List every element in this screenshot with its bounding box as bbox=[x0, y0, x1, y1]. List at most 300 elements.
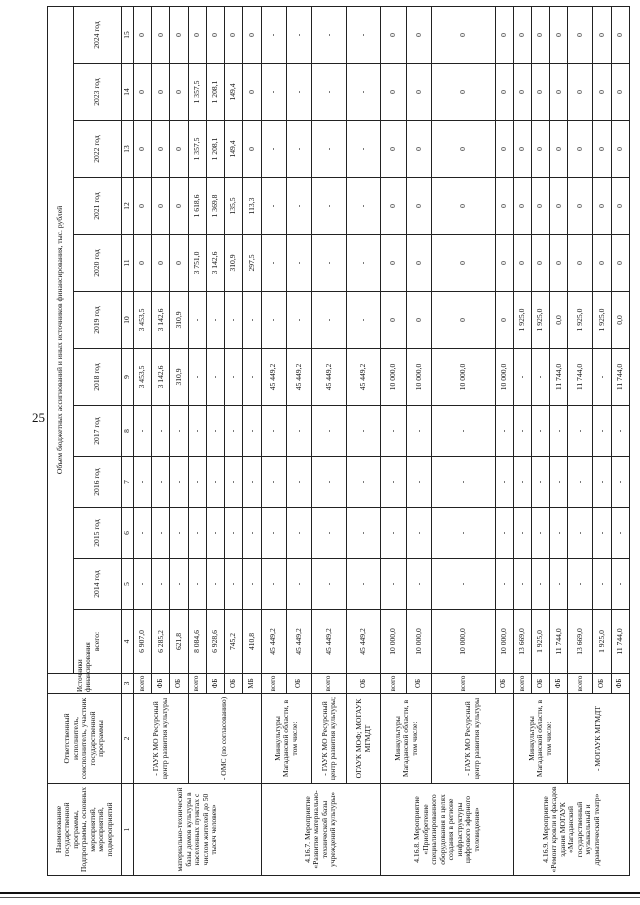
year-value-cell: 0 bbox=[611, 7, 629, 64]
header-year: 2023 год bbox=[74, 64, 122, 121]
year-value-cell: - bbox=[261, 64, 286, 121]
year-value-cell: - bbox=[611, 508, 629, 559]
year-value-cell: - bbox=[286, 292, 311, 349]
table-row bbox=[188, 7, 206, 876]
year-value-cell: - bbox=[134, 559, 152, 610]
year-value-cell: 0 bbox=[550, 64, 568, 121]
year-value-cell: - bbox=[225, 349, 243, 406]
total-cell: 10 000,0 bbox=[381, 610, 406, 674]
total-cell: 45 449,2 bbox=[346, 610, 381, 674]
year-value-cell: 0 bbox=[495, 235, 513, 292]
year-value-cell: - bbox=[346, 508, 381, 559]
year-value-cell: 0 bbox=[568, 7, 593, 64]
year-value-cell: - bbox=[593, 559, 611, 610]
year-value-cell: 3 142,6 bbox=[152, 349, 170, 406]
year-value-cell: 0 bbox=[432, 292, 495, 349]
total-cell: 11 744,0 bbox=[611, 610, 629, 674]
year-value-cell: 0 bbox=[568, 64, 593, 121]
total-cell: 745,2 bbox=[225, 610, 243, 674]
responsible-cell: Минкультуры Магаданской области, в том числе: bbox=[381, 694, 432, 784]
year-value-cell: 0 bbox=[152, 7, 170, 64]
year-value-cell: - bbox=[312, 7, 347, 64]
source-cell: ФБ bbox=[206, 674, 224, 694]
year-value-cell: 0 bbox=[170, 121, 188, 178]
year-value-cell: - bbox=[346, 7, 381, 64]
header-year: 2014 год bbox=[74, 559, 122, 610]
year-value-cell: 0 bbox=[495, 121, 513, 178]
header-year: 2021 год bbox=[74, 178, 122, 235]
responsible-cell: ОГАУК МОФ; МОГАУК МГМДТ bbox=[346, 694, 381, 784]
header-total: всего: bbox=[74, 610, 122, 674]
year-value-cell: - bbox=[312, 178, 347, 235]
source-cell: ФБ bbox=[152, 674, 170, 694]
year-value-cell: - bbox=[243, 559, 261, 610]
year-value-cell: - bbox=[346, 406, 381, 457]
year-value-cell: 45 449,2 bbox=[261, 349, 286, 406]
year-value-cell: 0 bbox=[134, 235, 152, 292]
table-row bbox=[513, 7, 531, 876]
year-value-cell: 0 bbox=[432, 235, 495, 292]
program-name-cell: материально-технической базы домов культуры в населенных пунктах с числом жителей до 50 тысяч человек» bbox=[134, 784, 262, 876]
year-value-cell: 0 bbox=[513, 64, 531, 121]
year-value-cell: - bbox=[261, 7, 286, 64]
year-value-cell: 0 bbox=[381, 178, 406, 235]
year-value-cell: - bbox=[286, 508, 311, 559]
column-number: 13 bbox=[122, 121, 134, 178]
column-number: 7 bbox=[122, 457, 134, 508]
year-value-cell: 0 bbox=[152, 178, 170, 235]
year-value-cell: - bbox=[381, 559, 406, 610]
year-value-cell: - bbox=[286, 457, 311, 508]
year-value-cell: 0 bbox=[381, 235, 406, 292]
year-value-cell: - bbox=[513, 349, 531, 406]
year-value-cell: 0 bbox=[532, 64, 550, 121]
total-cell: 410,8 bbox=[243, 610, 261, 674]
year-value-cell: - bbox=[286, 406, 311, 457]
year-value-cell: 0 bbox=[432, 64, 495, 121]
year-value-cell: - bbox=[170, 406, 188, 457]
year-value-cell: 0 bbox=[593, 178, 611, 235]
year-value-cell: - bbox=[188, 349, 206, 406]
year-value-cell: 1 618,6 bbox=[188, 178, 206, 235]
year-value-cell: - bbox=[568, 559, 593, 610]
year-value-cell: - bbox=[611, 457, 629, 508]
year-value-cell: - bbox=[261, 178, 286, 235]
year-value-cell: 0 bbox=[381, 121, 406, 178]
program-name-cell: 4.16.8. Мероприятие «Приобретение специализированного оборудования в целях создания в регионе инфраструктуры цифрового эфирного телевидения» bbox=[381, 784, 513, 876]
source-cell: всего bbox=[312, 674, 347, 694]
year-value-cell: - bbox=[286, 559, 311, 610]
year-value-cell: 0 bbox=[568, 235, 593, 292]
year-value-cell: - bbox=[532, 457, 550, 508]
year-value-cell: - bbox=[261, 406, 286, 457]
column-number: 12 bbox=[122, 178, 134, 235]
year-value-cell: 0 bbox=[225, 7, 243, 64]
year-value-cell: - bbox=[532, 559, 550, 610]
program-name-cell: 4.16.7. Мероприятие «Развитие материально-технической базы учреждений культуры» bbox=[261, 784, 381, 876]
total-cell: 6 907,0 bbox=[134, 610, 152, 674]
year-value-cell: 113,3 bbox=[243, 178, 261, 235]
year-value-cell: - bbox=[406, 559, 431, 610]
year-value-cell: - bbox=[286, 7, 311, 64]
year-value-cell: 0,0 bbox=[611, 292, 629, 349]
total-cell: 11 744,0 bbox=[550, 610, 568, 674]
year-value-cell: 0 bbox=[495, 178, 513, 235]
column-number: 15 bbox=[122, 7, 134, 64]
responsible-cell: Минкультуры Магаданской области, в том числе: bbox=[513, 694, 568, 784]
year-value-cell: 0 bbox=[406, 121, 431, 178]
column-number: 10 bbox=[122, 292, 134, 349]
source-cell: ОБ bbox=[286, 674, 311, 694]
year-value-cell: 10 000,0 bbox=[432, 349, 495, 406]
year-value-cell: 0 bbox=[432, 178, 495, 235]
year-value-cell: 0 bbox=[532, 178, 550, 235]
source-cell: ОБ bbox=[346, 674, 381, 694]
year-value-cell: - bbox=[346, 178, 381, 235]
bottom-rule bbox=[0, 892, 640, 894]
year-value-cell: - bbox=[243, 349, 261, 406]
total-cell: 6 285,2 bbox=[152, 610, 170, 674]
year-value-cell: - bbox=[188, 406, 206, 457]
year-value-cell: 135,5 bbox=[225, 178, 243, 235]
year-value-cell: - bbox=[346, 64, 381, 121]
year-value-cell: 0 bbox=[406, 64, 431, 121]
header-source: Источники финансирования bbox=[48, 674, 122, 694]
year-value-cell: - bbox=[188, 508, 206, 559]
source-cell: всего bbox=[568, 674, 593, 694]
year-value-cell: 0 bbox=[532, 7, 550, 64]
source-cell: ОБ bbox=[170, 674, 188, 694]
year-value-cell: - bbox=[550, 457, 568, 508]
financing-table bbox=[47, 6, 630, 876]
year-value-cell: 0 bbox=[432, 7, 495, 64]
year-value-cell: - bbox=[312, 64, 347, 121]
responsible-cell: Минкультуры Магаданской области, в том числе: bbox=[261, 694, 312, 784]
year-value-cell: - bbox=[568, 406, 593, 457]
year-value-cell: - bbox=[513, 508, 531, 559]
year-value-cell: 0 bbox=[568, 121, 593, 178]
year-value-cell: 0 bbox=[611, 178, 629, 235]
header-year: 2016 год bbox=[74, 457, 122, 508]
year-value-cell: 0 bbox=[532, 121, 550, 178]
year-value-cell: - bbox=[134, 457, 152, 508]
table-row bbox=[312, 7, 347, 876]
year-value-cell: 0 bbox=[432, 121, 495, 178]
year-value-cell: - bbox=[381, 406, 406, 457]
table-row bbox=[134, 7, 152, 876]
year-value-cell: 0 bbox=[134, 178, 152, 235]
column-number: 5 bbox=[122, 559, 134, 610]
year-value-cell: 0 bbox=[170, 7, 188, 64]
source-cell: ОБ bbox=[406, 674, 431, 694]
responsible-cell: - ГАУК МО Ресурсный центр развития культуры bbox=[432, 694, 514, 784]
year-value-cell: - bbox=[225, 406, 243, 457]
year-value-cell: 0 bbox=[495, 292, 513, 349]
year-value-cell: 297,5 bbox=[243, 235, 261, 292]
year-value-cell: 0 bbox=[170, 235, 188, 292]
year-value-cell: 0 bbox=[406, 7, 431, 64]
year-value-cell: - bbox=[432, 457, 495, 508]
year-value-cell: - bbox=[170, 508, 188, 559]
year-value-cell: - bbox=[495, 406, 513, 457]
year-value-cell: 0 bbox=[593, 7, 611, 64]
year-value-cell: 0 bbox=[152, 235, 170, 292]
column-number: 11 bbox=[122, 235, 134, 292]
total-cell: 10 000,0 bbox=[406, 610, 431, 674]
year-value-cell: - bbox=[550, 508, 568, 559]
year-value-cell: 1 208,1 bbox=[206, 64, 224, 121]
year-value-cell: - bbox=[261, 235, 286, 292]
source-cell: ОБ bbox=[593, 674, 611, 694]
source-cell: ФБ bbox=[550, 674, 568, 694]
year-value-cell: - bbox=[188, 559, 206, 610]
year-value-cell: - bbox=[261, 457, 286, 508]
table-row bbox=[568, 7, 593, 876]
year-value-cell: 1 357,5 bbox=[188, 64, 206, 121]
header-name: Наименование государственной программы, Подпрограммы, основных мероприятий, мероприятий, подмероприятий bbox=[48, 784, 122, 876]
table-row bbox=[346, 7, 381, 876]
year-value-cell: - bbox=[312, 508, 347, 559]
year-value-cell: 0 bbox=[611, 64, 629, 121]
year-value-cell: - bbox=[513, 559, 531, 610]
year-value-cell: - bbox=[381, 508, 406, 559]
rotated-table-container bbox=[47, 10, 630, 876]
year-value-cell: - bbox=[243, 406, 261, 457]
source-cell: всего bbox=[381, 674, 406, 694]
table-row bbox=[432, 7, 495, 876]
year-value-cell: - bbox=[206, 457, 224, 508]
year-value-cell: 10 000,0 bbox=[495, 349, 513, 406]
year-value-cell: 0 bbox=[593, 121, 611, 178]
year-value-cell: - bbox=[225, 508, 243, 559]
year-value-cell: 1 925,0 bbox=[532, 292, 550, 349]
year-value-cell: 0 bbox=[152, 64, 170, 121]
year-value-cell: 0 bbox=[243, 121, 261, 178]
source-cell: всего bbox=[134, 674, 152, 694]
column-number: 6 bbox=[122, 508, 134, 559]
year-value-cell: - bbox=[495, 508, 513, 559]
year-value-cell: - bbox=[550, 559, 568, 610]
year-value-cell: - bbox=[312, 235, 347, 292]
year-value-cell: - bbox=[312, 121, 347, 178]
total-cell: 1 925,0 bbox=[532, 610, 550, 674]
year-value-cell: - bbox=[406, 457, 431, 508]
year-value-cell: - bbox=[225, 559, 243, 610]
year-value-cell: 45 449,2 bbox=[346, 349, 381, 406]
table-row bbox=[381, 7, 406, 876]
year-value-cell: - bbox=[243, 508, 261, 559]
column-number: 14 bbox=[122, 64, 134, 121]
year-value-cell: - bbox=[261, 292, 286, 349]
year-value-cell: 0 bbox=[513, 178, 531, 235]
year-value-cell: - bbox=[286, 178, 311, 235]
year-value-cell: - bbox=[346, 559, 381, 610]
year-value-cell: - bbox=[432, 559, 495, 610]
year-value-cell: 0 bbox=[406, 292, 431, 349]
header-year: 2018 год bbox=[74, 349, 122, 406]
year-value-cell: 11 744,0 bbox=[550, 349, 568, 406]
year-value-cell: 1 925,0 bbox=[593, 292, 611, 349]
year-value-cell: - bbox=[495, 457, 513, 508]
year-value-cell: 0 bbox=[381, 292, 406, 349]
year-value-cell: 3 142,6 bbox=[206, 235, 224, 292]
year-value-cell: - bbox=[381, 457, 406, 508]
year-value-cell: - bbox=[134, 508, 152, 559]
year-value-cell: - bbox=[261, 559, 286, 610]
column-number: 1 bbox=[122, 784, 134, 876]
year-value-cell: 0 bbox=[406, 178, 431, 235]
responsible-cell: - ОМС (по согласованию) bbox=[188, 694, 261, 784]
source-cell: всего bbox=[513, 674, 531, 694]
year-value-cell: 0 bbox=[568, 178, 593, 235]
year-value-cell: - bbox=[152, 559, 170, 610]
year-value-cell: - bbox=[206, 406, 224, 457]
year-value-cell: - bbox=[188, 457, 206, 508]
source-cell: всего bbox=[432, 674, 495, 694]
year-value-cell: - bbox=[243, 292, 261, 349]
year-value-cell: - bbox=[532, 406, 550, 457]
year-value-cell: - bbox=[513, 457, 531, 508]
year-value-cell: 0 bbox=[243, 64, 261, 121]
year-value-cell: 0 bbox=[495, 64, 513, 121]
source-cell: всего bbox=[188, 674, 206, 694]
total-cell: 1 925,0 bbox=[593, 610, 611, 674]
year-value-cell: 0 bbox=[406, 235, 431, 292]
column-number: 2 bbox=[122, 694, 134, 784]
total-cell: 45 449,2 bbox=[261, 610, 286, 674]
header-year: 2017 год bbox=[74, 406, 122, 457]
year-value-cell: 0 bbox=[532, 235, 550, 292]
year-value-cell: 0 bbox=[134, 121, 152, 178]
year-value-cell: 149,4 bbox=[225, 64, 243, 121]
year-value-cell: 0 bbox=[206, 7, 224, 64]
responsible-cell: - ГАУК МО Ресурсный центр развития культуры; bbox=[312, 694, 347, 784]
year-value-cell: 0 bbox=[611, 235, 629, 292]
column-number: 9 bbox=[122, 349, 134, 406]
year-value-cell: - bbox=[432, 406, 495, 457]
year-value-cell: - bbox=[495, 559, 513, 610]
year-value-cell: 3 142,6 bbox=[152, 292, 170, 349]
year-value-cell: 0 bbox=[550, 121, 568, 178]
year-value-cell: 0 bbox=[243, 7, 261, 64]
year-value-cell: - bbox=[312, 457, 347, 508]
year-value-cell: 0 bbox=[381, 7, 406, 64]
bottom-rule-thin bbox=[0, 897, 640, 898]
column-number: 3 bbox=[122, 674, 134, 694]
header-responsible: Ответственный исполнитель, соисполнитель, участник государственной программы bbox=[48, 694, 122, 784]
year-value-cell: 310,9 bbox=[225, 235, 243, 292]
year-value-cell: 11 744,0 bbox=[568, 349, 593, 406]
year-value-cell: - bbox=[406, 508, 431, 559]
year-value-cell: - bbox=[206, 349, 224, 406]
year-value-cell: 0 bbox=[152, 121, 170, 178]
year-value-cell: - bbox=[243, 457, 261, 508]
year-value-cell: - bbox=[152, 457, 170, 508]
header-year: 2019 год bbox=[74, 292, 122, 349]
year-value-cell: 0 bbox=[593, 64, 611, 121]
year-value-cell: 310,9 bbox=[170, 292, 188, 349]
year-value-cell: 0 bbox=[550, 178, 568, 235]
page-number: 25 bbox=[32, 410, 45, 425]
year-value-cell: 0,0 bbox=[550, 292, 568, 349]
year-value-cell: 45 449,2 bbox=[286, 349, 311, 406]
year-value-cell: 0 bbox=[170, 178, 188, 235]
year-value-cell: - bbox=[188, 292, 206, 349]
year-value-cell: 1 369,8 bbox=[206, 178, 224, 235]
year-value-cell: 10 000,0 bbox=[406, 349, 431, 406]
source-cell: всего bbox=[261, 674, 286, 694]
year-value-cell: - bbox=[286, 64, 311, 121]
total-cell: 10 000,0 bbox=[432, 610, 495, 674]
year-value-cell: - bbox=[611, 559, 629, 610]
year-value-cell: 0 bbox=[513, 121, 531, 178]
year-value-cell: 0 bbox=[513, 235, 531, 292]
year-value-cell: - bbox=[513, 406, 531, 457]
total-cell: 8 084,6 bbox=[188, 610, 206, 674]
year-value-cell: - bbox=[346, 121, 381, 178]
year-value-cell: 3 751,0 bbox=[188, 235, 206, 292]
source-cell: ФБ bbox=[611, 674, 629, 694]
year-value-cell: - bbox=[225, 292, 243, 349]
year-value-cell: 0 bbox=[495, 7, 513, 64]
source-cell: ОБ bbox=[495, 674, 513, 694]
year-value-cell: 1 208,1 bbox=[206, 121, 224, 178]
year-value-cell: - bbox=[206, 292, 224, 349]
year-value-cell: - bbox=[346, 292, 381, 349]
year-value-cell: - bbox=[170, 457, 188, 508]
year-value-cell: - bbox=[170, 559, 188, 610]
year-value-cell: - bbox=[312, 292, 347, 349]
year-value-cell: - bbox=[312, 559, 347, 610]
year-value-cell: - bbox=[593, 349, 611, 406]
year-value-cell: 0 bbox=[170, 64, 188, 121]
year-value-cell: 1 357,5 bbox=[188, 121, 206, 178]
year-value-cell: 0 bbox=[550, 235, 568, 292]
year-value-cell: 0 bbox=[134, 7, 152, 64]
year-value-cell: 0 bbox=[550, 7, 568, 64]
header-year: 2024 год bbox=[74, 7, 122, 64]
year-value-cell: - bbox=[261, 121, 286, 178]
year-value-cell: - bbox=[568, 457, 593, 508]
year-value-cell: - bbox=[134, 406, 152, 457]
year-value-cell: - bbox=[346, 457, 381, 508]
total-cell: 6 928,6 bbox=[206, 610, 224, 674]
year-value-cell: 3 453,5 bbox=[134, 292, 152, 349]
total-cell: 45 449,2 bbox=[286, 610, 311, 674]
year-value-cell: 149,4 bbox=[225, 121, 243, 178]
year-value-cell: - bbox=[611, 406, 629, 457]
year-value-cell: - bbox=[406, 406, 431, 457]
year-value-cell: - bbox=[152, 406, 170, 457]
year-value-cell: - bbox=[286, 121, 311, 178]
column-number: 4 bbox=[122, 610, 134, 674]
year-value-cell: - bbox=[593, 406, 611, 457]
year-value-cell: - bbox=[152, 508, 170, 559]
header-year: 2015 год bbox=[74, 508, 122, 559]
year-value-cell: 3 453,5 bbox=[134, 349, 152, 406]
total-cell: 10 000,0 bbox=[495, 610, 513, 674]
year-value-cell: 45 449,2 bbox=[312, 349, 347, 406]
year-value-cell: 0 bbox=[611, 121, 629, 178]
year-value-cell: 1 925,0 bbox=[513, 292, 531, 349]
year-value-cell: - bbox=[532, 508, 550, 559]
year-value-cell: - bbox=[432, 508, 495, 559]
total-cell: 13 669,0 bbox=[568, 610, 593, 674]
year-value-cell: - bbox=[568, 508, 593, 559]
column-number: 8 bbox=[122, 406, 134, 457]
year-value-cell: 0 bbox=[381, 64, 406, 121]
year-value-cell: - bbox=[286, 235, 311, 292]
